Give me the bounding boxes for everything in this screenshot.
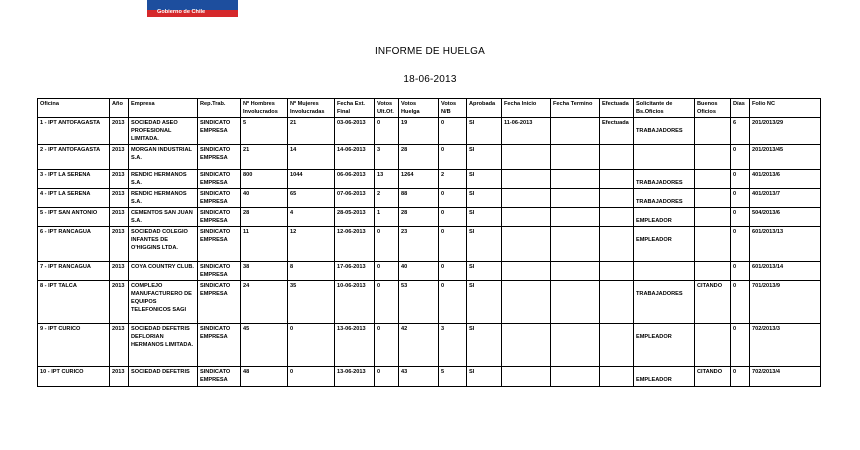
table-row: [38, 367, 821, 387]
cell-col-votos-nb: 5: [439, 367, 467, 387]
cell-col-rep-trab: SINDICATO EMPRESA: [198, 189, 241, 208]
cell-col-fecha-ext-final: 10-06-2013: [335, 281, 375, 324]
cell-col-votos-ult-of: 0: [375, 262, 399, 281]
cell-col-solicitante: [634, 227, 695, 262]
cell-col-votos-nb: 0: [439, 118, 467, 145]
cell-col-folio-nc: 601/2013/14: [750, 262, 821, 281]
cell-col-votos-nb: 0: [439, 189, 467, 208]
cell-col-votos-nb: 0: [439, 281, 467, 324]
cell-col-empresa: RENDIC HERMANOS S.A.: [129, 170, 198, 189]
cell-col-ano: 2013: [110, 324, 129, 367]
cell-col-votos-nb: 2: [439, 170, 467, 189]
header-col-folio-nc: Folio NC: [750, 99, 821, 118]
cell-col-solicitante: [634, 281, 695, 324]
solicitante-value: EMPLEADOR: [636, 237, 672, 243]
gobierno-de-chile-logo: [147, 0, 238, 17]
cell-col-fecha-ext-final: 13-06-2013: [335, 324, 375, 367]
cell-col-rep-trab: SINDICATO EMPRESA: [198, 145, 241, 170]
cell-col-fecha-ext-final: 07-06-2013: [335, 189, 375, 208]
solicitante-value: TRABAJADORES: [636, 180, 683, 186]
cell-col-n-hombres: 40: [241, 189, 288, 208]
report-title: INFORME DE HUELGA: [374, 46, 486, 57]
cell-col-oficina: 9 - IPT CURICO: [38, 324, 110, 367]
cell-col-oficina: 10 - IPT CURICO: [38, 367, 110, 387]
cell-col-folio-nc: 401/2013/6: [750, 170, 821, 189]
cell-col-fecha-termino: [551, 189, 600, 208]
table-row: [38, 262, 821, 281]
cell-col-n-hombres: 28: [241, 208, 288, 227]
cell-col-votos-nb: 0: [439, 145, 467, 170]
cell-col-n-mujeres: 12: [288, 227, 335, 262]
cell-col-ano: 2013: [110, 227, 129, 262]
cell-col-ano: 2013: [110, 367, 129, 387]
cell-col-fecha-inicio: [502, 262, 551, 281]
cell-col-buenos-oficios: [695, 189, 731, 208]
cell-col-folio-nc: 201/2013/45: [750, 145, 821, 170]
cell-col-aprobada: SI: [467, 281, 502, 324]
cell-col-solicitante: [634, 367, 695, 387]
table-row: [38, 227, 821, 262]
cell-col-aprobada: SI: [467, 208, 502, 227]
cell-col-empresa: RENDIC HERMANOS S.A.: [129, 189, 198, 208]
cell-col-buenos-oficios: [695, 118, 731, 145]
cell-col-n-hombres: 48: [241, 367, 288, 387]
cell-col-fecha-ext-final: 14-06-2013: [335, 145, 375, 170]
table-row: [38, 208, 821, 227]
cell-col-votos-ult-of: 0: [375, 227, 399, 262]
header-col-empresa: Empresa: [129, 99, 198, 118]
cell-col-n-mujeres: 14: [288, 145, 335, 170]
cell-col-folio-nc: 702/2013/3: [750, 324, 821, 367]
cell-col-empresa: MORGAN INDUSTRIAL S.A.: [129, 145, 198, 170]
cell-col-dias: 0: [731, 367, 750, 387]
cell-col-oficina: 2 - IPT ANTOFAGASTA: [38, 145, 110, 170]
cell-col-oficina: 5 - IPT SAN ANTONIO: [38, 208, 110, 227]
cell-col-empresa: SOCIEDAD DEFETRIS DEFLORIAN HERMANOS LIMITADA.: [129, 324, 198, 367]
cell-col-votos-huelga: 1264: [399, 170, 439, 189]
cell-col-votos-ult-of: 0: [375, 281, 399, 324]
cell-col-ano: 2013: [110, 208, 129, 227]
cell-col-fecha-termino: [551, 145, 600, 170]
cell-col-empresa: SOCIEDAD COLEGIO INFANTES DE O'HIGGINS LTDA.: [129, 227, 198, 262]
cell-col-fecha-termino: [551, 262, 600, 281]
cell-col-n-mujeres: 8: [288, 262, 335, 281]
cell-col-folio-nc: 701/2013/9: [750, 281, 821, 324]
header-col-n-hombres: Nº Hombres Involucrados: [241, 99, 288, 118]
header-col-fecha-inicio: Fecha Inicio: [502, 99, 551, 118]
cell-col-n-hombres: 21: [241, 145, 288, 170]
cell-col-votos-huelga: 19: [399, 118, 439, 145]
cell-col-dias: 0: [731, 208, 750, 227]
cell-col-n-mujeres: 1044: [288, 170, 335, 189]
cell-col-fecha-termino: [551, 367, 600, 387]
cell-col-rep-trab: SINDICATO EMPRESA: [198, 367, 241, 387]
cell-col-votos-huelga: 53: [399, 281, 439, 324]
strike-report-table: [37, 98, 821, 387]
cell-col-fecha-inicio: [502, 227, 551, 262]
cell-col-rep-trab: SINDICATO EMPRESA: [198, 324, 241, 367]
cell-col-dias: 0: [731, 227, 750, 262]
header-col-dias: Días: [731, 99, 750, 118]
cell-col-efectuada: [600, 189, 634, 208]
report-date: 18-06-2013: [403, 74, 457, 85]
cell-col-solicitante: [634, 262, 695, 281]
cell-col-buenos-oficios: CITANDO: [695, 281, 731, 324]
cell-col-n-mujeres: 35: [288, 281, 335, 324]
cell-col-aprobada: SI: [467, 170, 502, 189]
cell-col-fecha-ext-final: 13-06-2013: [335, 367, 375, 387]
cell-col-fecha-inicio: [502, 170, 551, 189]
cell-col-folio-nc: 201/2013/29: [750, 118, 821, 145]
cell-col-oficina: 6 - IPT RANCAGUA: [38, 227, 110, 262]
cell-col-fecha-termino: [551, 118, 600, 145]
cell-col-rep-trab: SINDICATO EMPRESA: [198, 118, 241, 145]
header-col-votos-huelga: Votos Huelga: [399, 99, 439, 118]
header-col-buenos-oficios: Buenos Oficios: [695, 99, 731, 118]
table-row: [38, 145, 821, 170]
header-col-aprobada: Aprobada: [467, 99, 502, 118]
table-row: [38, 281, 821, 324]
cell-col-aprobada: SI: [467, 262, 502, 281]
cell-col-fecha-inicio: [502, 281, 551, 324]
cell-col-efectuada: [600, 281, 634, 324]
cell-col-buenos-oficios: [695, 324, 731, 367]
cell-col-dias: 0: [731, 145, 750, 170]
cell-col-efectuada: [600, 170, 634, 189]
cell-col-votos-huelga: 28: [399, 208, 439, 227]
cell-col-efectuada: [600, 367, 634, 387]
cell-col-solicitante: [634, 118, 695, 145]
cell-col-dias: 0: [731, 262, 750, 281]
cell-col-oficina: 7 - IPT RANCAGUA: [38, 262, 110, 281]
cell-col-efectuada: [600, 145, 634, 170]
cell-col-fecha-termino: [551, 227, 600, 262]
cell-col-dias: 0: [731, 281, 750, 324]
solicitante-value: EMPLEADOR: [636, 334, 672, 340]
cell-col-rep-trab: SINDICATO EMPRESA: [198, 281, 241, 324]
cell-col-dias: 0: [731, 170, 750, 189]
solicitante-value: EMPLEADOR: [636, 218, 672, 224]
solicitante-value: TRABAJADORES: [636, 291, 683, 297]
cell-col-votos-ult-of: 3: [375, 145, 399, 170]
cell-col-buenos-oficios: CITANDO: [695, 367, 731, 387]
header-col-n-mujeres: Nº Mujeres Involucradas: [288, 99, 335, 118]
table-body: [38, 118, 821, 387]
cell-col-votos-ult-of: 2: [375, 189, 399, 208]
cell-col-ano: 2013: [110, 189, 129, 208]
cell-col-dias: 0: [731, 189, 750, 208]
cell-col-rep-trab: SINDICATO EMPRESA: [198, 262, 241, 281]
cell-col-votos-huelga: 23: [399, 227, 439, 262]
cell-col-fecha-termino: [551, 208, 600, 227]
cell-col-votos-huelga: 28: [399, 145, 439, 170]
cell-col-n-mujeres: 21: [288, 118, 335, 145]
cell-col-solicitante: [634, 324, 695, 367]
cell-col-ano: 2013: [110, 170, 129, 189]
cell-col-rep-trab: SINDICATO EMPRESA: [198, 227, 241, 262]
header-col-oficina: Oficina: [38, 99, 110, 118]
cell-col-solicitante: [634, 189, 695, 208]
cell-col-efectuada: [600, 227, 634, 262]
cell-col-dias: 6: [731, 118, 750, 145]
cell-col-solicitante: [634, 145, 695, 170]
cell-col-votos-nb: 0: [439, 262, 467, 281]
cell-col-rep-trab: SINDICATO EMPRESA: [198, 208, 241, 227]
cell-col-votos-ult-of: 0: [375, 324, 399, 367]
cell-col-fecha-inicio: [502, 324, 551, 367]
cell-col-buenos-oficios: [695, 262, 731, 281]
cell-col-fecha-termino: [551, 281, 600, 324]
cell-col-efectuada: [600, 324, 634, 367]
cell-col-empresa: CEMENTOS SAN JUAN S.A.: [129, 208, 198, 227]
cell-col-n-hombres: 45: [241, 324, 288, 367]
cell-col-votos-ult-of: 0: [375, 367, 399, 387]
header-col-rep-trab: Rep.Trab.: [198, 99, 241, 118]
cell-col-votos-nb: 0: [439, 227, 467, 262]
cell-col-aprobada: SI: [467, 145, 502, 170]
cell-col-ano: 2013: [110, 118, 129, 145]
cell-col-folio-nc: 401/2013/7: [750, 189, 821, 208]
solicitante-value: [636, 146, 692, 154]
cell-col-votos-ult-of: 0: [375, 118, 399, 145]
cell-col-efectuada: [600, 262, 634, 281]
cell-col-aprobada: SI: [467, 324, 502, 367]
cell-col-fecha-inicio: [502, 367, 551, 387]
header-col-solicitante: Solicitante de Bs.Oficios: [634, 99, 695, 118]
header-col-fecha-termino: Fecha Termino: [551, 99, 600, 118]
cell-col-fecha-inicio: [502, 208, 551, 227]
table-row: [38, 118, 821, 145]
cell-col-fecha-ext-final: 12-06-2013: [335, 227, 375, 262]
cell-col-oficina: 1 - IPT ANTOFAGASTA: [38, 118, 110, 145]
logo-text: Gobierno de Chile: [157, 9, 206, 15]
cell-col-empresa: COMPLEJO MANUFACTURERO DE EQUIPOS TELEFONICOS SAGI: [129, 281, 198, 324]
header-col-votos-ult-of: Votos Ult.Of.: [375, 99, 399, 118]
cell-col-empresa: SOCIEDAD DEFETRIS: [129, 367, 198, 387]
cell-col-aprobada: SI: [467, 189, 502, 208]
solicitante-value: [636, 263, 692, 271]
cell-col-n-hombres: 24: [241, 281, 288, 324]
cell-col-fecha-termino: [551, 170, 600, 189]
cell-col-n-hombres: 11: [241, 227, 288, 262]
cell-col-votos-huelga: 40: [399, 262, 439, 281]
cell-col-votos-nb: 3: [439, 324, 467, 367]
cell-col-buenos-oficios: [695, 227, 731, 262]
cell-col-oficina: 4 - IPT LA SERENA: [38, 189, 110, 208]
cell-col-votos-ult-of: 1: [375, 208, 399, 227]
cell-col-n-hombres: 5: [241, 118, 288, 145]
cell-col-n-hombres: 800: [241, 170, 288, 189]
cell-col-folio-nc: 702/2013/4: [750, 367, 821, 387]
cell-col-efectuada: [600, 208, 634, 227]
table-row: [38, 170, 821, 189]
cell-col-solicitante: [634, 170, 695, 189]
cell-col-votos-huelga: 42: [399, 324, 439, 367]
cell-col-buenos-oficios: [695, 145, 731, 170]
cell-col-fecha-ext-final: 03-06-2013: [335, 118, 375, 145]
cell-col-n-mujeres: 4: [288, 208, 335, 227]
cell-col-fecha-inicio: [502, 145, 551, 170]
cell-col-oficina: 3 - IPT LA SERENA: [38, 170, 110, 189]
cell-col-rep-trab: SINDICATO EMPRESA: [198, 170, 241, 189]
cell-col-ano: 2013: [110, 145, 129, 170]
cell-col-oficina: 8 - IPT TALCA: [38, 281, 110, 324]
cell-col-aprobada: SI: [467, 367, 502, 387]
header-col-fecha-ext-final: Fecha Ext. Final: [335, 99, 375, 118]
cell-col-n-mujeres: 0: [288, 367, 335, 387]
cell-col-solicitante: [634, 208, 695, 227]
cell-col-n-hombres: 38: [241, 262, 288, 281]
cell-col-fecha-termino: [551, 324, 600, 367]
cell-col-aprobada: SI: [467, 227, 502, 262]
cell-col-votos-ult-of: 13: [375, 170, 399, 189]
cell-col-buenos-oficios: [695, 170, 731, 189]
cell-col-aprobada: SI: [467, 118, 502, 145]
cell-col-fecha-ext-final: 06-06-2013: [335, 170, 375, 189]
cell-col-fecha-ext-final: 17-06-2013: [335, 262, 375, 281]
header-col-efectuada: Efectuada: [600, 99, 634, 118]
header-col-votos-nb: Votos N/B: [439, 99, 467, 118]
cell-col-empresa: COYA COUNTRY CLUB.: [129, 262, 198, 281]
cell-col-fecha-inicio: [502, 189, 551, 208]
cell-col-empresa: SOCIEDAD ASEO PROFESIONAL LIMITADA.: [129, 118, 198, 145]
cell-col-buenos-oficios: [695, 208, 731, 227]
table-row: [38, 324, 821, 367]
cell-col-efectuada: Efectuada: [600, 118, 634, 145]
cell-col-fecha-inicio: 11-06-2013: [502, 118, 551, 145]
cell-col-votos-nb: 0: [439, 208, 467, 227]
solicitante-value: TRABAJADORES: [636, 128, 683, 134]
header-col-ano: Año: [110, 99, 129, 118]
cell-col-votos-huelga: 88: [399, 189, 439, 208]
cell-col-ano: 2013: [110, 262, 129, 281]
cell-col-votos-huelga: 43: [399, 367, 439, 387]
cell-col-n-mujeres: 0: [288, 324, 335, 367]
table-row: [38, 189, 821, 208]
cell-col-folio-nc: 504/2013/6: [750, 208, 821, 227]
solicitante-value: TRABAJADORES: [636, 199, 683, 205]
solicitante-value: EMPLEADOR: [636, 377, 672, 383]
cell-col-n-mujeres: 65: [288, 189, 335, 208]
table-header-row: [38, 99, 821, 118]
cell-col-ano: 2013: [110, 281, 129, 324]
cell-col-folio-nc: 601/2013/13: [750, 227, 821, 262]
cell-col-dias: 0: [731, 324, 750, 367]
cell-col-fecha-ext-final: 28-05-2013: [335, 208, 375, 227]
